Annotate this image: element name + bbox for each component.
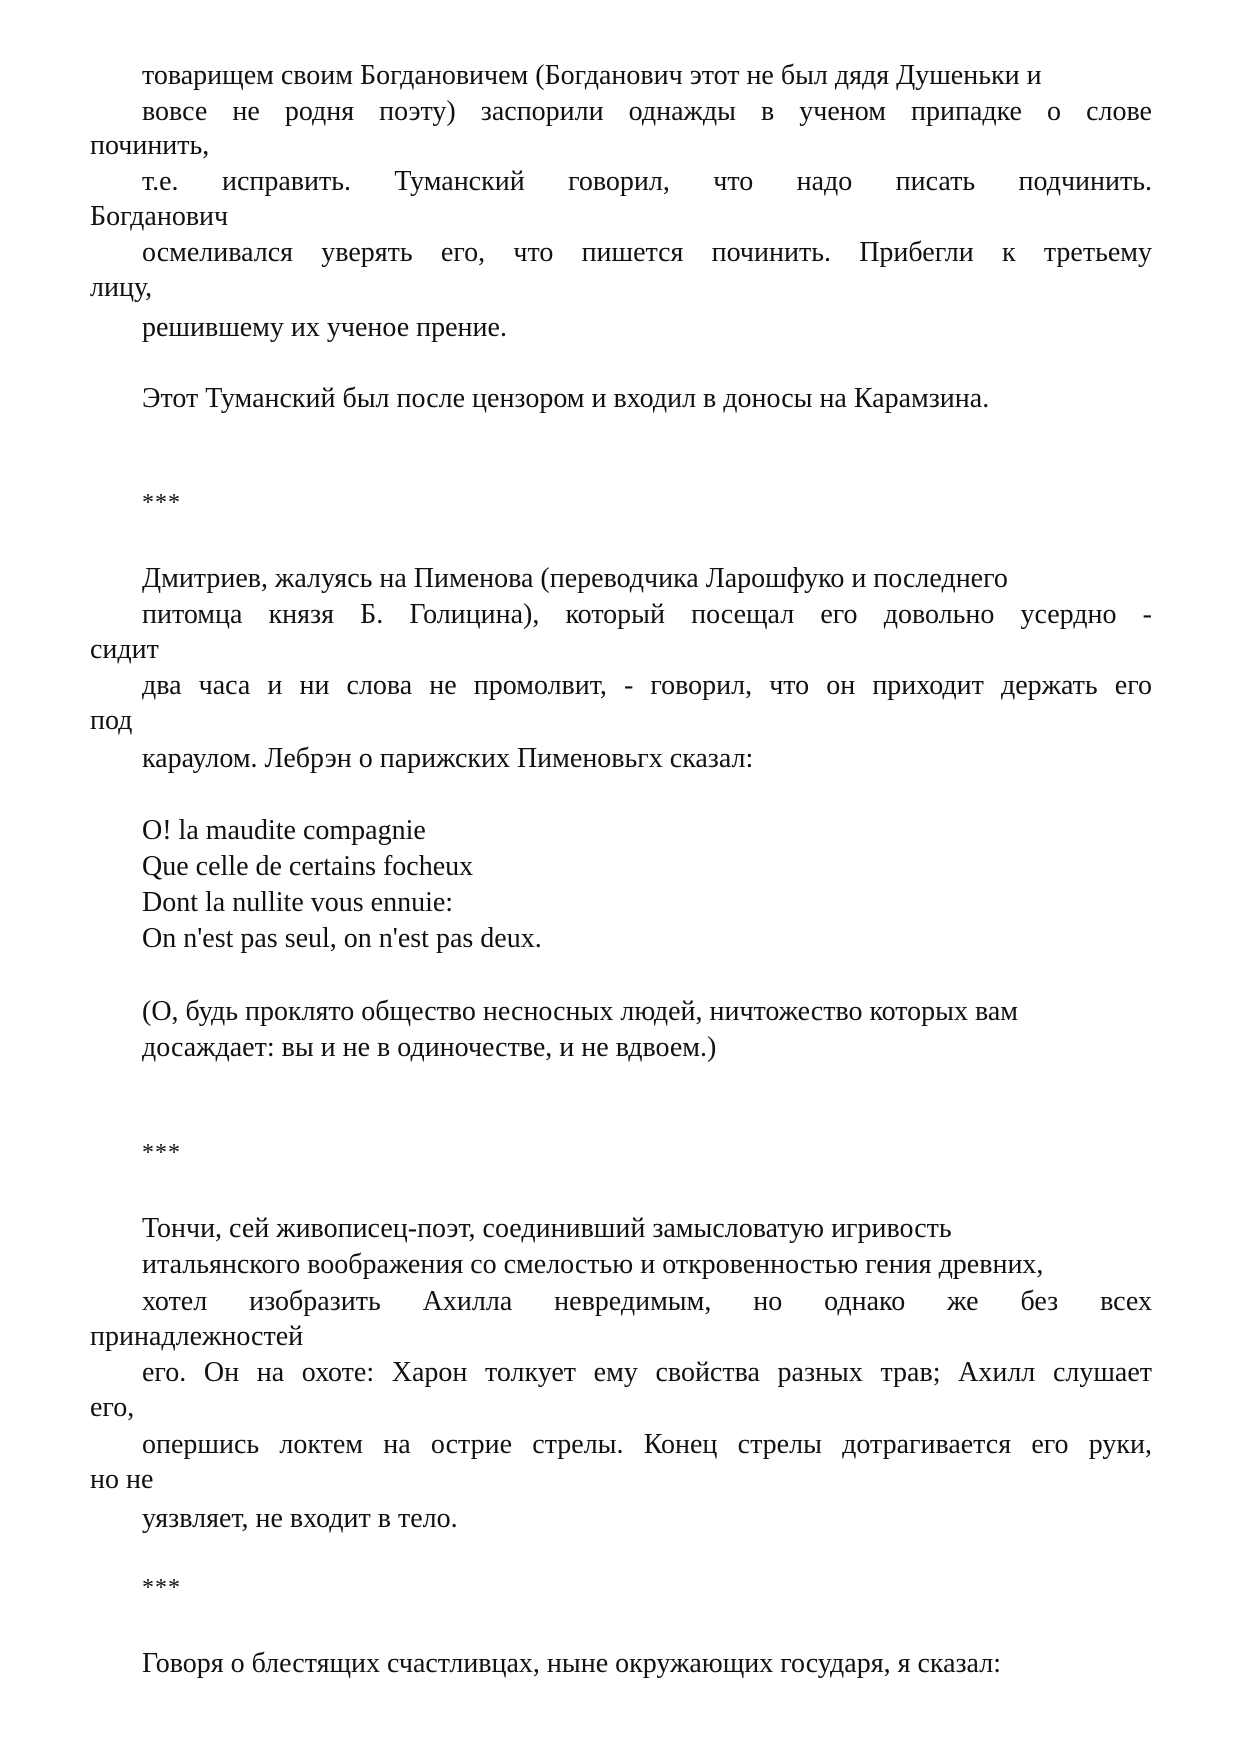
text-line: решившему их ученое прение. bbox=[142, 312, 507, 343]
section-separator: *** bbox=[142, 1575, 181, 1601]
text-line: принадлежностей bbox=[90, 1321, 304, 1352]
text-line: лицу, bbox=[90, 272, 153, 303]
text-line: (О, будь проклято общество несносных людей, ничтожество которых вам bbox=[142, 996, 1018, 1027]
text-line: караулом. Лебрэн о парижских Пименовьгх сказал: bbox=[142, 743, 754, 774]
text-line: хотел изобразить Ахилла невредимым, но однако же без всех bbox=[142, 1286, 1152, 1317]
verse-line: Dont la nullite vous ennuie: bbox=[142, 887, 454, 918]
text-line: питомца князя Б. Голицина), который посещал его довольно усердно - bbox=[142, 599, 1152, 630]
verse-line: On n'est pas seul, on n'est pas deux. bbox=[142, 923, 542, 954]
text-line: т.е. исправить. Туманский говорил, что надо писать подчинить. bbox=[142, 166, 1152, 197]
section-separator: *** bbox=[142, 490, 181, 516]
text-line: под bbox=[90, 705, 133, 736]
text-line: уязвляет, не входит в тело. bbox=[142, 1503, 458, 1534]
text-line: починить, bbox=[90, 130, 210, 161]
text-line: сидит bbox=[90, 634, 159, 665]
text-line: опершись локтем на острие стрелы. Конец стрелы дотрагивается его руки, bbox=[142, 1429, 1152, 1460]
text-line: Тончи, сей живописец-поэт, соединивший замысловатую игривость bbox=[142, 1213, 952, 1244]
section-separator: *** bbox=[142, 1140, 181, 1166]
text-line: его. Он на охоте: Харон толкует ему свойства разных трав; Ахилл слушает bbox=[142, 1357, 1152, 1388]
verse-line: O! la maudite compagnie bbox=[142, 815, 426, 846]
text-line: Богданович bbox=[90, 201, 229, 232]
text-line: товарищем своим Богдановичем (Богданович этот не был дядя Душеньки и bbox=[142, 60, 1042, 91]
text-line: досаждает: вы и не в одиночестве, и не вдвоем.) bbox=[142, 1032, 717, 1063]
text-line: осмеливался уверять его, что пишется починить. Прибегли к третьему bbox=[142, 237, 1152, 268]
verse-line: Que celle de certains focheux bbox=[142, 851, 474, 882]
text-line: его, bbox=[90, 1392, 135, 1423]
text-line: Говоря о блестящих счастливцах, ныне окружающих государя, я сказал: bbox=[142, 1648, 1001, 1679]
text-line: но не bbox=[90, 1464, 154, 1495]
text-line: Этот Туманский был после цензором и входил в доносы на Карамзина. bbox=[142, 383, 990, 414]
text-line: итальянского воображения со смелостью и откровенностью гения древних, bbox=[142, 1249, 1044, 1280]
text-line: два часа и ни слова не промолвит, - говорил, что он приходит держать его bbox=[142, 670, 1152, 701]
text-line: вовсе не родня поэту) заспорили однажды в ученом припадке о слове bbox=[142, 96, 1152, 127]
text-line: Дмитриев, жалуясь на Пименова (переводчика Ларошфуко и последнего bbox=[142, 563, 1008, 594]
